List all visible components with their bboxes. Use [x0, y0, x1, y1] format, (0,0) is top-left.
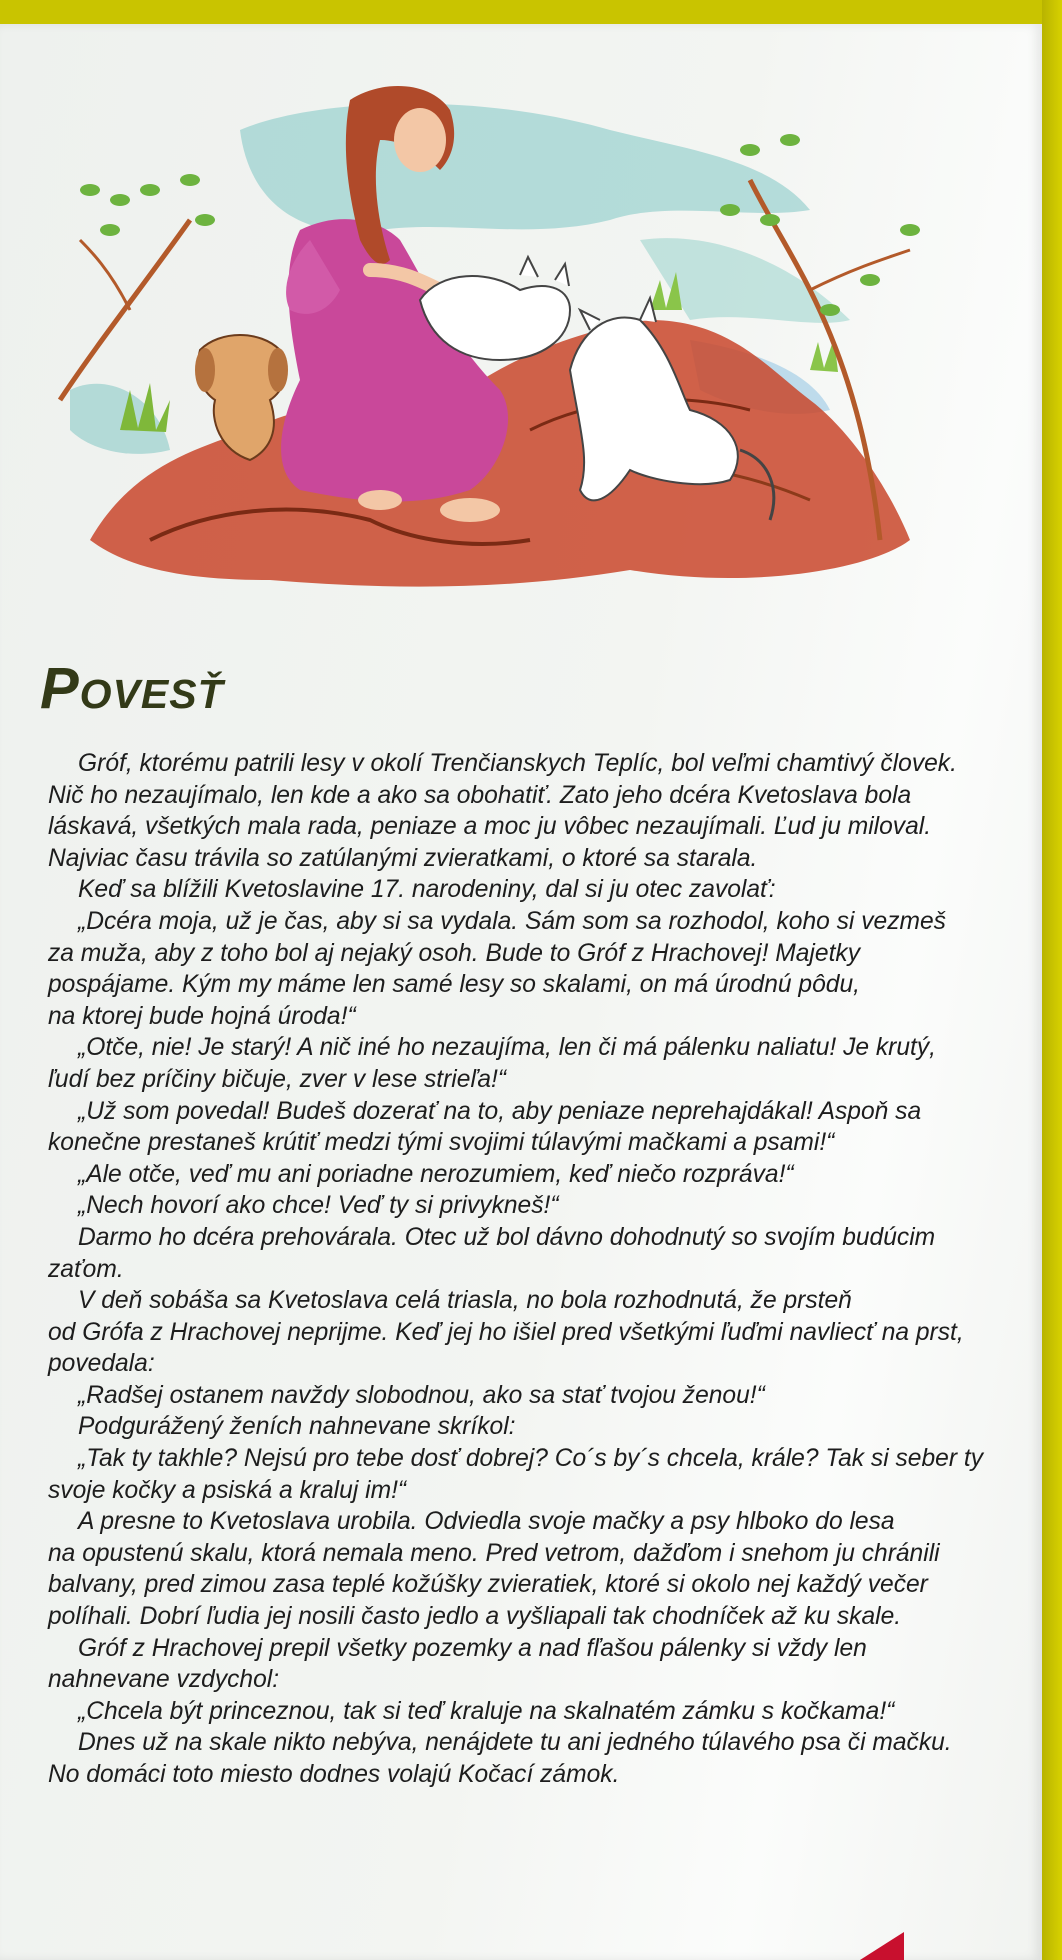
girl-with-animals-illustration: [50, 70, 970, 610]
story-text: [48, 748, 1008, 1791]
page-title: Povesť: [40, 656, 224, 721]
story-line: Najviac času trávila so zatúlanými zvieratkami, o ktoré sa starala.: [48, 844, 758, 872]
story-line: povedala:: [48, 1350, 155, 1378]
story-line: nahnevane vzdychol:: [48, 1666, 280, 1694]
story-line: Gróf z Hrachovej prepil všetky pozemky a nad fľašou pálenky si vždy len: [78, 1634, 867, 1662]
story-line: od Grófa z Hrachovej neprijme. Keď jej ho išiel pred všetkými ľuďmi navliecť na prst,: [48, 1318, 964, 1346]
story-line: „Tak ty takhle? Nejsú pro tebe dosť dobrej? Co´s by´s chcela, krále? Tak si seber ty: [78, 1445, 983, 1473]
story-line: „Dcéra moja, už je čas, aby si sa vydala. Sám som sa rozhodol, koho si vezmeš: [78, 907, 946, 935]
story-line: na ktorej bude hojná úroda!“: [48, 1002, 356, 1030]
story-line: balvany, pred zimou zasa teplé kožúšky zvieratiek, ktoré si okolo nej každý večer: [48, 1571, 928, 1599]
story-line: V deň sobáša sa Kvetoslava celá triasla, no bola rozhodnutá, že prsteň: [78, 1287, 852, 1315]
story-line: No domáci toto miesto dodnes volajú Kočací zámok.: [48, 1761, 620, 1788]
story-line: „Radšej ostanem navždy slobodnou, ako sa stať tvojou ženou!“: [78, 1381, 765, 1409]
story-line: Nič ho nezaujímalo, len kde a ako sa obohatiť. Zato jeho dcéra Kvetoslava bola: [48, 781, 912, 809]
story-line: A presne to Kvetoslava urobila. Odviedla svoje mačky a psy hlboko do lesa: [78, 1508, 895, 1536]
story-line: svoje kočky a psiská a kraluj im!“: [48, 1476, 407, 1504]
story-line: zaťom.: [48, 1255, 124, 1283]
story-line: pospájame. Kým my máme len samé lesy so skalami, on má úrodnú pôdu,: [48, 971, 860, 999]
story-line: „Už som povedal! Budeš dozerať na to, aby peniaze neprehajdákal! Aspoň sa: [78, 1097, 922, 1125]
story-line: ľudí bez príčiny bičuje, zver v lese strieľa!“: [48, 1065, 507, 1093]
story-line: Podgurážený ženích nahnevane skríkol:: [78, 1413, 516, 1441]
story-line: konečne prestaneš krútiť medzi tými svojimi túlavými mačkami a psami!“: [48, 1129, 835, 1157]
story-line: Gróf, ktorému patrili lesy v okolí Trenčianskych Teplíc, bol veľmi chamtivý človek.: [78, 750, 957, 777]
story-line: Keď sa blížili Kvetoslavine 17. narodeniny, dal si ju otec zavolať:: [78, 876, 776, 904]
story-line: „Ale otče, veď mu ani poriadne nerozumiem, keď niečo rozpráva!“: [78, 1160, 794, 1188]
story-line: „Chcela být princeznou, tak si teď kraluje na skalnatém zámku s kočkama!“: [78, 1697, 895, 1725]
story-line: láskavá, všetkých mala rada, peniaze a moc ju vôbec nezaujímali. Ľud ju miloval.: [48, 813, 932, 841]
story-line: políhali. Dobrí ľudia jej nosili často jedlo a vyšliapali tak chodníček až ku skale.: [48, 1603, 902, 1631]
story-line: za muža, aby z toho bol aj nejaký osoh. Bude to Gróf z Hrachovej! Majetky: [48, 939, 861, 967]
story-line: na opustenú skalu, ktorá nemala meno. Pred vetrom, dažďom i snehom ju chránili: [48, 1539, 940, 1567]
story-line: „Nech hovorí ako chce! Veď ty si privykneš!“: [78, 1192, 559, 1220]
board-frame-edge: [1042, 0, 1062, 1960]
story-line: Darmo ho dcéra prehovárala. Otec už bol dávno dohodnutý so svojím budúcim: [78, 1223, 936, 1251]
red-corner-arrow-icon: [860, 1932, 904, 1960]
story-line: Dnes už na skale nikto nebýva, nenájdete tu ani jedného túlavého psa či mačku.: [78, 1729, 952, 1757]
story-line: „Otče, nie! Je starý! A nič iné ho nezaujíma, len či má pálenku naliatu! Je krutý,: [78, 1034, 937, 1062]
